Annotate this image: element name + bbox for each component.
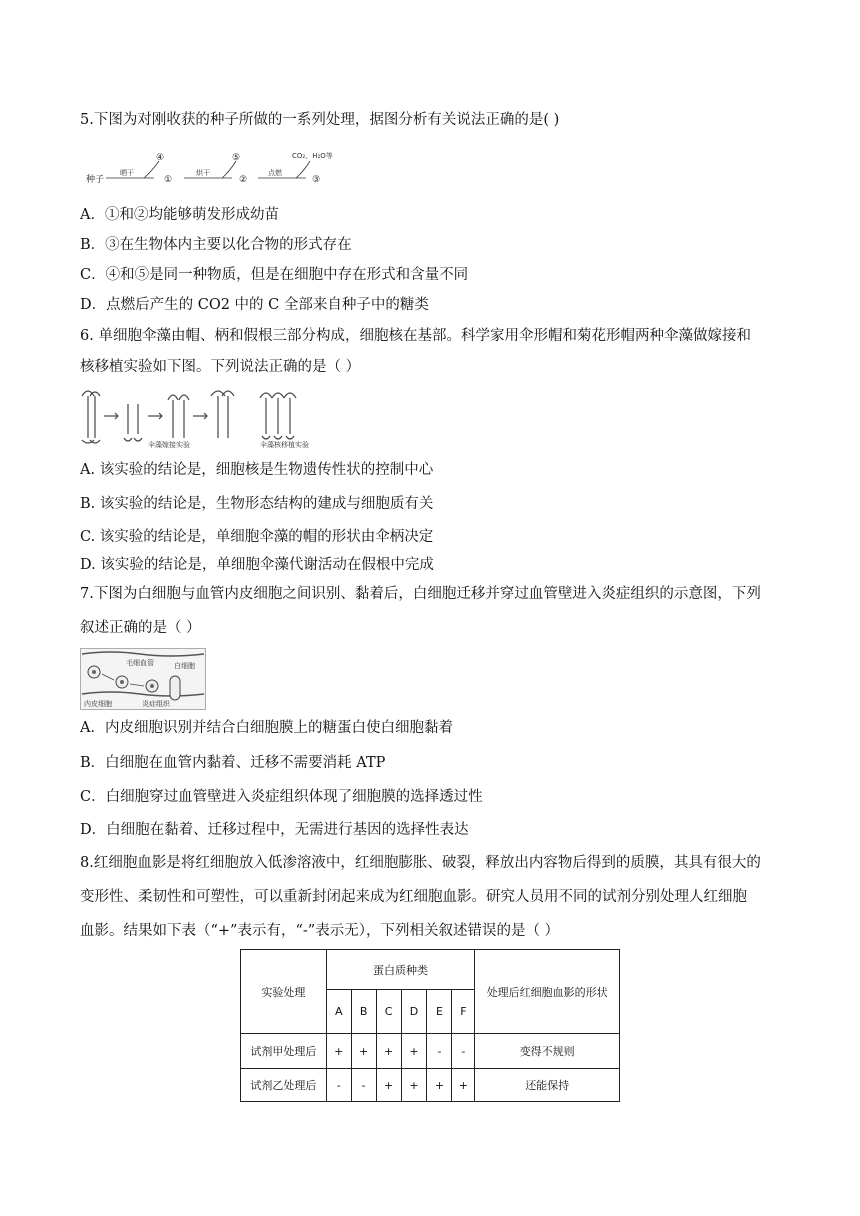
header-treatment: 实验处理 [241, 950, 327, 1034]
q6-fig-caption-right: 伞藻核移植实验 [260, 441, 309, 448]
table-cell: - [427, 1034, 452, 1069]
q7-fig-endothelial: 内皮细胞 [84, 700, 112, 708]
q5-option-a: A．①和②均能够萌发形成幼苗 [80, 207, 279, 223]
table-cell: + [351, 1034, 376, 1069]
q5-option-c: C．④和⑤是同一种物质，但是在细胞中存在形式和含量不同 [80, 267, 469, 283]
q6-figure [78, 386, 323, 448]
q5-fig-seed: 种子 [86, 175, 105, 185]
table-row [241, 1034, 620, 1069]
table-row [241, 1069, 620, 1102]
q7-option-c: C．白细胞穿过血管壁进入炎症组织体现了细胞膜的选择透过性 [80, 789, 483, 805]
q7-fig-capillary: 毛细血管 [126, 659, 154, 667]
row-shape: 变得不规则 [475, 1034, 620, 1069]
q5-fig-out1: ① [164, 175, 173, 185]
header-shape: 处理后红细胞血影的形状 [475, 950, 620, 1034]
table-cell: + [401, 1069, 427, 1102]
q5-fig-up1: ④ [156, 153, 165, 163]
q5-option-b: B．③在生物体内主要以化合物的形式存在 [80, 237, 352, 253]
table-cell: - [326, 1069, 351, 1102]
protein-label: A [326, 990, 351, 1034]
q7-option-d: D．白细胞在黏着、迁移过程中，无需进行基因的选择性表达 [80, 822, 469, 838]
q6-stem-line2: 核移植实验如下图。下列说法正确的是（ ） [80, 359, 361, 375]
table-cell: + [376, 1069, 401, 1102]
protein-label: D [401, 990, 427, 1034]
row-treatment: 试剂甲处理后 [241, 1034, 327, 1069]
q5-fig-step1: 晒干 [120, 169, 134, 177]
q6-option-a: A. 该实验的结论是，细胞核是生物遗传性状的控制中心 [80, 462, 434, 478]
q7-option-a: A．内皮细胞识别并结合白细胞膜上的糖蛋白使白细胞黏着 [80, 720, 453, 736]
q7-fig-leukocyte: 白细胞 [174, 662, 195, 670]
q8-stem-line1: 8.红细胞血影是将红细胞放入低渗溶液中，红细胞膨胀、破裂，释放出内容物后得到的质膜，其具有很大的 [80, 855, 761, 871]
q5-fig-step2: 烘干 [196, 169, 210, 177]
q5-fig-up3: CO₂、H₂O等 [292, 152, 333, 160]
q6-fig-caption-left: 伞藻嫁接实验 [148, 441, 190, 448]
q5-fig-out2: ② [239, 175, 248, 185]
q7-option-b: B．白细胞在血管内黏着、迁移不需要消耗 ATP [80, 755, 386, 771]
row-shape: 还能保持 [475, 1069, 620, 1102]
q8-results-table [240, 949, 620, 1102]
q6-option-b: B. 该实验的结论是，生物形态结构的建成与细胞质有关 [80, 496, 434, 512]
table-cell: + [376, 1034, 401, 1069]
protein-label: C [376, 990, 401, 1034]
q5-fig-out3: ③ [312, 175, 321, 185]
table-cell: - [452, 1034, 475, 1069]
q7-stem-line1: 7.下图为白细胞与血管内皮细胞之间识别、黏着后，白细胞迁移并穿过血管壁进入炎症组织的示意图，下列 [80, 586, 761, 602]
protein-label: F [452, 990, 475, 1034]
q6-stem-line1: 6. 单细胞伞藻由帽、柄和假根三部分构成，细胞核在基部。科学家用伞形帽和菊花形帽两种伞藻做嫁接和 [80, 328, 751, 344]
table-cell: + [401, 1034, 427, 1069]
header-protein-types: 蛋白质种类 [326, 950, 475, 990]
q8-stem-line2: 变形性、柔韧性和可塑性，可以重新封闭起来成为红细胞血影。研究人员用不同的试剂分别处理人红细胞 [80, 889, 747, 905]
q7-fig-inflamed: 炎症组织 [142, 700, 170, 708]
q5-figure [84, 149, 344, 189]
q5-stem: 5.下图为对刚收获的种子所做的一系列处理，据图分析有关说法正确的是( ) [80, 112, 560, 128]
q6-option-d: D. 该实验的结论是，单细胞伞藻代谢活动在假根中完成 [80, 557, 434, 573]
q7-stem-line2: 叙述正确的是（ ） [80, 620, 201, 636]
q6-option-c: C. 该实验的结论是，单细胞伞藻的帽的形状由伞柄决定 [80, 529, 434, 545]
q8-stem-line3: 血影。结果如下表（“+”表示有，“-”表示无），下列相关叙述错误的是（ ） [80, 923, 560, 939]
q5-option-d: D．点燃后产生的 CO2 中的 C 全部来自种子中的糖类 [80, 297, 429, 313]
row-treatment: 试剂乙处理后 [241, 1069, 327, 1102]
q7-figure [80, 648, 206, 710]
table-cell: + [427, 1069, 452, 1102]
table-cell: + [326, 1034, 351, 1069]
q5-fig-step3: 点燃 [268, 169, 282, 177]
q5-fig-up2: ⑤ [232, 153, 241, 163]
protein-label: B [351, 990, 376, 1034]
protein-label: E [427, 990, 452, 1034]
table-cell: - [351, 1069, 376, 1102]
table-cell: + [452, 1069, 475, 1102]
